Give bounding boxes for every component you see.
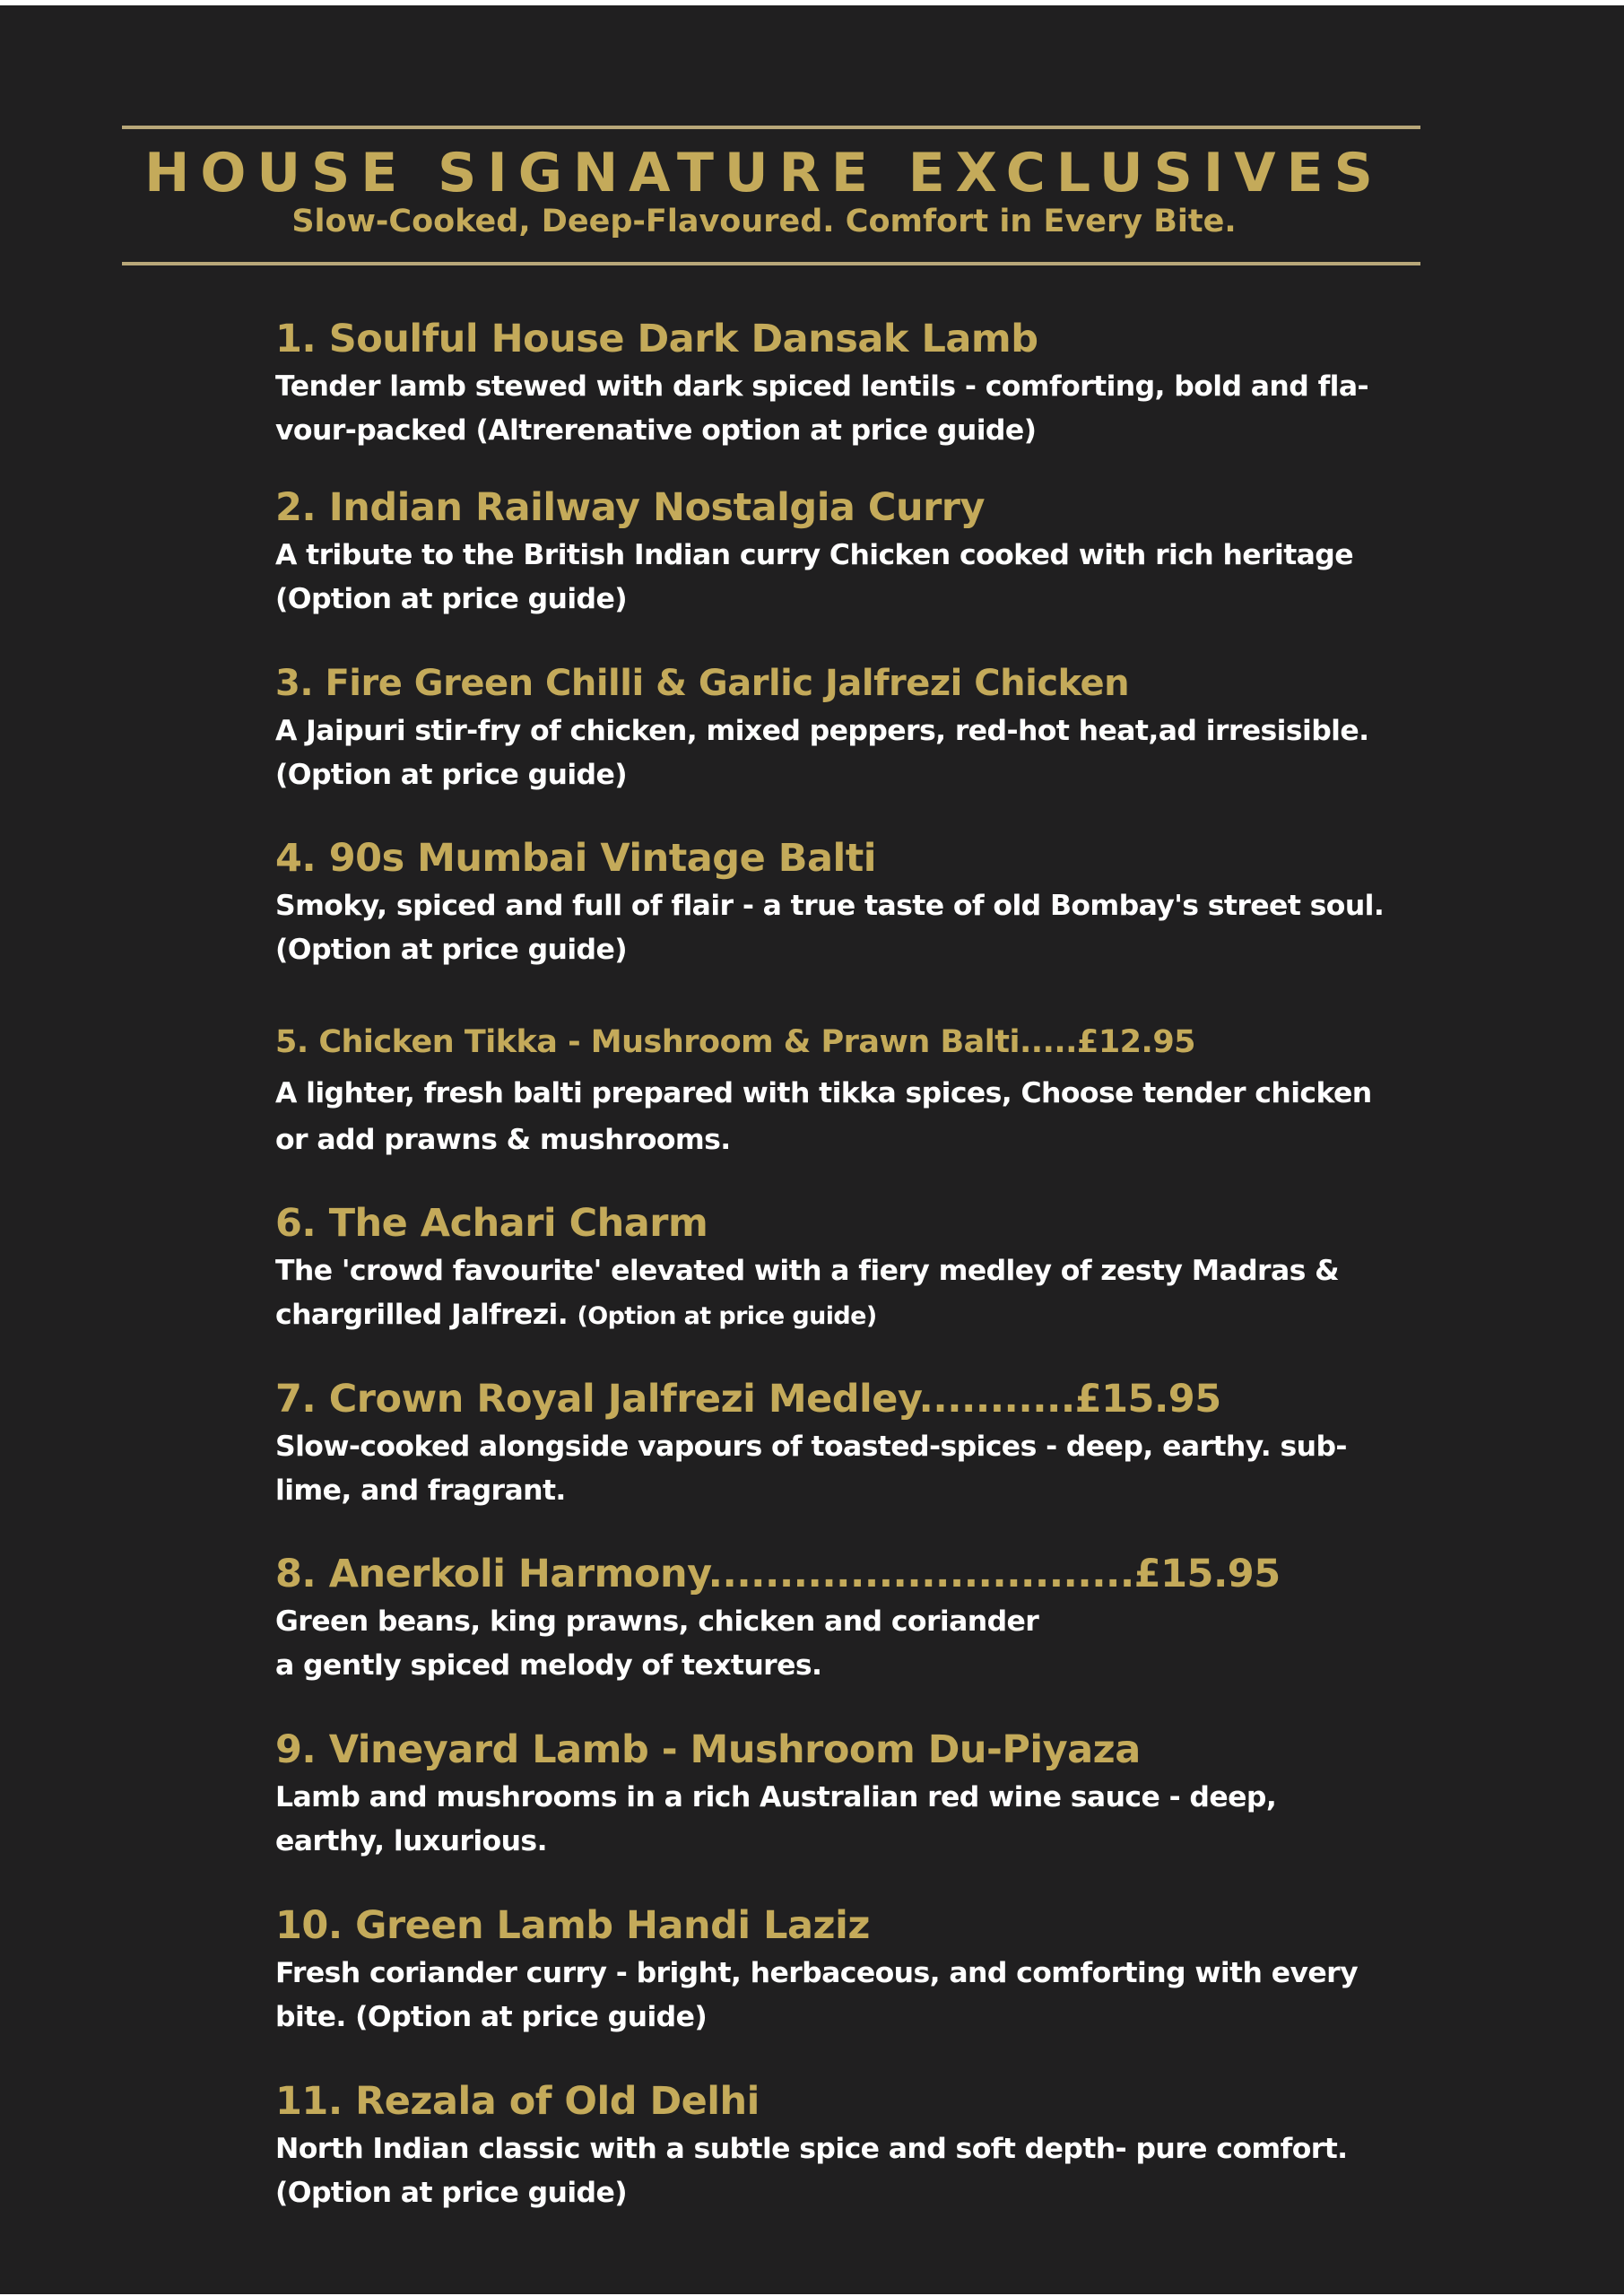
dish-item-6 — [275, 1199, 1405, 1338]
dish-description-line: a gently spiced melody of textures. — [275, 1649, 822, 1682]
dish-description-line: bite. (Option at price guide) — [275, 2001, 708, 2033]
dish-description — [275, 709, 1405, 797]
dish-item-5 — [275, 1022, 1405, 1163]
dish-description — [275, 2127, 1405, 2215]
header-bottom-rule — [122, 262, 1420, 265]
dish-description-line: A Jaipuri stir-fry of chicken, mixed peppers, red-hot heat,ad irresisible. — [275, 715, 1369, 747]
dish-description-line: or add prawns & mushrooms. — [275, 1124, 731, 1156]
dish-description-line: earthy, luxurious. — [275, 1825, 547, 1857]
dish-description — [275, 534, 1405, 622]
dish-description — [275, 1249, 1405, 1338]
dish-description — [275, 1600, 1405, 1688]
dish-description — [275, 1952, 1405, 2039]
dish-description-line: A lighter, fresh balti prepared with tikka spices, Choose tender chicken — [275, 1077, 1372, 1109]
dish-description-line: Green beans, king prawns, chicken and coriander — [275, 1605, 1039, 1638]
dish-description-line: Tender lamb stewed with dark spiced lentils - comforting, bold and fla- — [275, 370, 1369, 403]
dish-name: 1. Soulful House Dark Dansak Lamb — [275, 317, 1038, 361]
dish-description-line — [275, 1293, 1405, 1338]
dish-description-line: Slow-cooked alongside vapours of toasted-spices - deep, earthy. sub- — [275, 1431, 1347, 1463]
dish-item-8 — [275, 1550, 1405, 1688]
dish-description-line: Lamb and mushrooms in a rich Australian red wine sauce - deep, — [275, 1781, 1277, 1813]
dish-description — [275, 884, 1405, 972]
dish-item-11 — [275, 2077, 1405, 2215]
header-top-rule — [122, 126, 1420, 129]
dish-name: 2. Indian Railway Nostalgia Curry — [275, 485, 986, 530]
dish-name: 10. Green Lamb Handi Laziz — [275, 1903, 870, 1948]
dish-description-line: lime, and fragrant. — [275, 1474, 566, 1507]
dish-description-line: The 'crowd favourite' elevated with a fiery medley of zesty Madras & — [275, 1255, 1340, 1287]
menu-title: HOUSE SIGNATURE EXCLUSIVES — [144, 142, 1384, 204]
dish-item-2 — [275, 483, 1405, 622]
dish-description-text: chargrilled Jalfrezi. — [275, 1299, 578, 1331]
dish-name: 9. Vineyard Lamb - Mushroom Du-Piyaza — [275, 1727, 1141, 1772]
dish-name: 7. Crown Royal Jalfrezi Medley...........£15.95 — [275, 1377, 1221, 1422]
dish-name: 8. Anerkoli Harmony..............................£15.95 — [275, 1552, 1281, 1596]
dish-description — [275, 1425, 1405, 1513]
dish-item-7 — [275, 1375, 1405, 1513]
dish-description-line: (Option at price guide) — [275, 2177, 628, 2209]
dish-description — [275, 1070, 1405, 1163]
dish-description-line: (Option at price guide) — [275, 583, 628, 615]
dish-description-line: vour-packed (Altrerenative option at price guide) — [275, 414, 1037, 447]
dish-name: 11. Rezala of Old Delhi — [275, 2079, 760, 2124]
dish-item-1 — [275, 315, 1405, 453]
dish-description-line: (Option at price guide) — [275, 934, 628, 966]
dish-name: 3. Fire Green Chilli & Garlic Jalfrezi Chicken — [275, 663, 1130, 704]
dish-description-line: (Option at price guide) — [275, 759, 628, 791]
dish-description — [275, 1776, 1405, 1864]
dish-description — [275, 365, 1405, 453]
menu-page — [0, 5, 1624, 2294]
dish-name: 4. 90s Mumbai Vintage Balti — [275, 836, 877, 881]
price-guide-note: (Option at price guide) — [577, 1302, 877, 1330]
menu-subtitle: Slow-Cooked, Deep-Flavoured. Comfort in Every Bite. — [291, 204, 1237, 239]
dish-item-3 — [275, 659, 1405, 797]
dish-description-line: A tribute to the British Indian curry Chicken cooked with rich heritage — [275, 539, 1354, 571]
dish-item-9 — [275, 1726, 1405, 1864]
dish-item-10 — [275, 1901, 1405, 2039]
dish-name: 6. The Achari Charm — [275, 1201, 708, 1246]
dish-description-line: Smoky, spiced and full of flair - a true taste of old Bombay's street soul. — [275, 890, 1385, 922]
dish-description-line: Fresh coriander curry - bright, herbaceous, and comforting with every — [275, 1957, 1359, 1989]
dish-item-4 — [275, 834, 1405, 972]
dish-description-line: North Indian classic with a subtle spice and soft depth- pure comfort. — [275, 2133, 1348, 2165]
dish-name: 5. Chicken Tikka - Mushroom & Prawn Balti.....£12.95 — [275, 1024, 1196, 1060]
